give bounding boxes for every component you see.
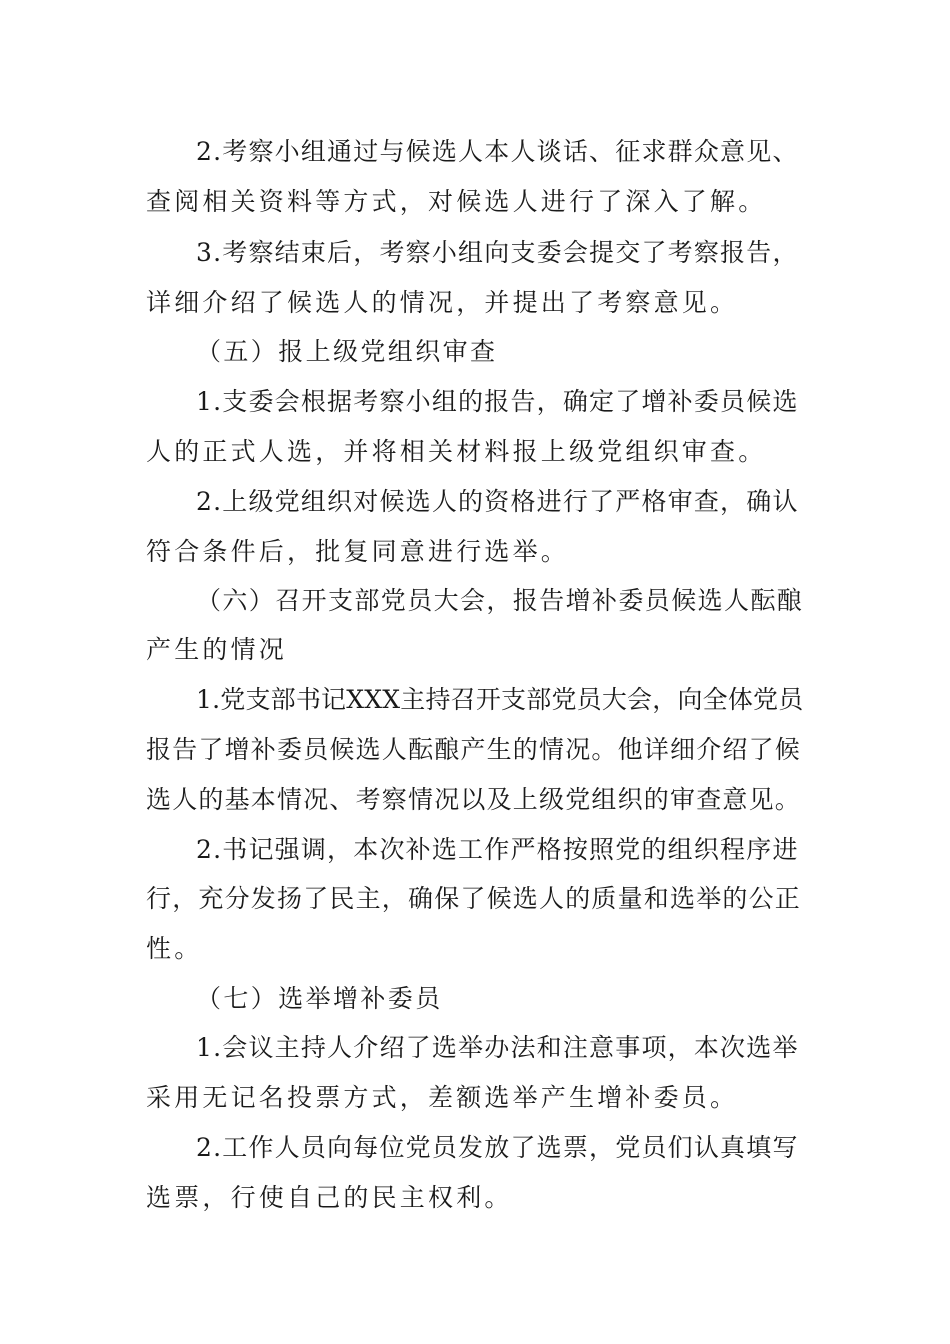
item-1-meeting-line-3: 选人的基本情况、考察情况以及上级党组织的审查意见。 (146, 785, 802, 814)
item-2-review-line-1: 2.上级党组织对候选人的资格进行了严格审查，确认 (196, 487, 799, 516)
section-heading-5: （五）报上级党组织审查 (196, 337, 498, 366)
item-1-candidate-line-1: 1.支委会根据考察小组的报告，确定了增补委员候选 (196, 387, 799, 416)
item-1-election-line-1: 1.会议主持人介绍了选举办法和注意事项，本次选举 (196, 1033, 799, 1062)
item-2-review-line-2: 符合条件后，批复同意进行选举。 (146, 537, 570, 566)
item-1-candidate-line-2: 人的正式人选，并将相关材料报上级党组织审查。 (146, 437, 767, 466)
item-2-interview-line-1: 2.考察小组通过与候选人本人谈话、征求群众意见、 (196, 137, 799, 166)
section-heading-6-line-1: （六）召开支部党员大会，报告增补委员候选人酝酿 (196, 586, 804, 615)
item-1-election-line-2: 采用无记名投票方式，差额选举产生增补委员。 (146, 1083, 739, 1112)
item-3-report-line-1: 3.考察结束后，考察小组向支委会提交了考察报告， (196, 238, 799, 267)
item-2-secretary-line-2: 行，充分发扬了民主，确保了候选人的质量和选举的公正 (146, 884, 802, 913)
item-3-report-line-2: 详细介绍了候选人的情况，并提出了考察意见。 (146, 288, 739, 317)
item-2-ballot-line-2: 选票，行使自己的民主权利。 (146, 1183, 513, 1212)
item-1-meeting-line-2: 报告了增补委员候选人酝酿产生的情况。他详细介绍了候 (146, 735, 802, 764)
item-2-secretary-line-3: 性。 (146, 934, 203, 963)
item-1-meeting-line-1: 1.党支部书记XXX主持召开支部党员大会，向全体党员 (196, 685, 804, 714)
item-2-secretary-line-1: 2.书记强调，本次补选工作严格按照党的组织程序进 (196, 835, 799, 864)
section-heading-7: （七）选举增补委员 (196, 984, 443, 1013)
item-2-ballot-line-1: 2.工作人员向每位党员发放了选票，党员们认真填写 (196, 1133, 799, 1162)
item-2-interview-line-2: 查阅相关资料等方式，对候选人进行了深入了解。 (146, 187, 767, 216)
section-heading-6-line-2: 产生的情况 (146, 635, 288, 664)
